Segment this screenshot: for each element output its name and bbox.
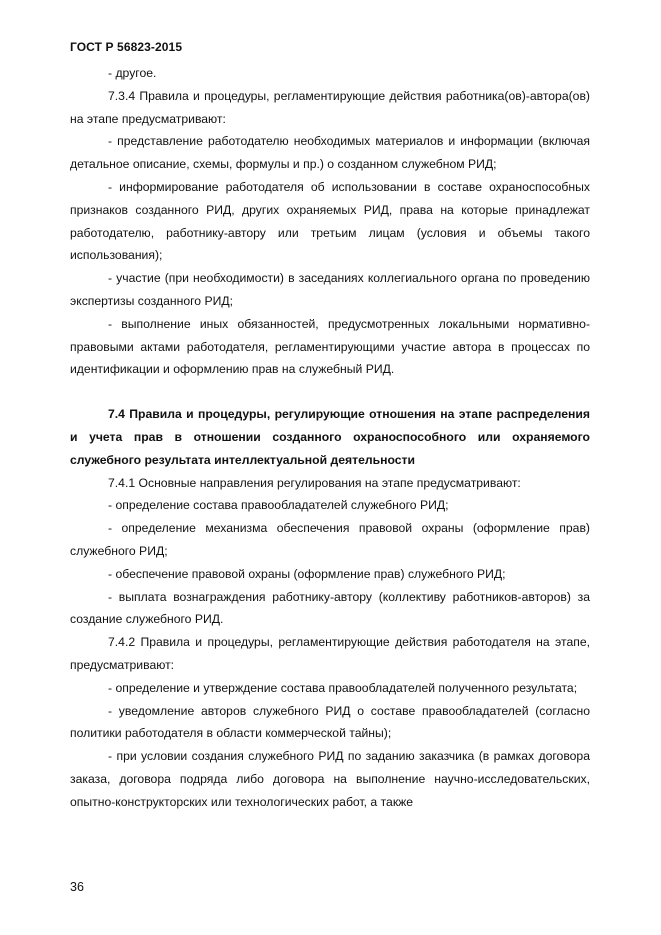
list-item: - определение и утверждение состава правообладателей полученного результата;: [108, 680, 578, 695]
paragraph-item-other: - другое.: [108, 66, 157, 80]
list-item: - обеспечение правовой охраны (оформление прав) служебного РИД;: [108, 566, 506, 581]
list-item: - выполнение иных обязанностей, предусмотренных локальными нормативно-правовыми актами работодателя, регламентирующими участие автора в процессах по идентификации и оформлению прав на служебный РИД.: [70, 316, 590, 377]
list-item: - представление работодателю необходимых материалов и информации (включая детальное описание, схемы, формулы и пр.) о созданном служебном РИД;: [70, 134, 590, 172]
list-item: - информирование работодателя об использовании в составе охраноспособных признаков созданного РИД, других охраняемых РИД, права на которые принадлежат работодателю, работнику-автору или третьим лицам (условия и объемы такого использования);: [70, 179, 590, 263]
paragraph-7-4-2: 7.4.2 Правила и процедуры, регламентирующие действия работодателя на этапе, предусматривают:: [70, 635, 590, 672]
section-spacer: [70, 381, 590, 403]
document-header: ГОСТ Р 56823-2015: [70, 40, 183, 54]
page-body: [70, 62, 590, 814]
list-item: - участие (при необходимости) в заседаниях коллегиального органа по проведению экспертизы созданного РИД;: [70, 271, 590, 308]
list-item: - при условии создания служебного РИД по заданию заказчика (в рамках договора заказа, договора подряда либо договора на выполнение научно-исследовательских, опытно-конструкторских или технологических работ, а также: [70, 749, 590, 809]
list-item: - выплата вознаграждения работнику-автору (коллективу работников-авторов) за создание служебного РИД.: [70, 589, 590, 627]
paragraph-7-4-1: 7.4.1 Основные направления регулирования на этапе предусматривают:: [108, 475, 521, 490]
paragraph-7-3-4: 7.3.4 Правила и процедуры, регламентирующие действия работника(ов)-автора(ов) на этапе предусматривают:: [70, 88, 590, 126]
page-number: 36: [70, 880, 84, 894]
list-item: - уведомление авторов служебного РИД о составе правообладателей (согласно политики работодателя в области коммерческой тайны);: [70, 703, 590, 741]
list-item: - определение состава правообладателей служебного РИД;: [108, 498, 449, 513]
list-item: - определение механизма обеспечения правовой охраны (оформление прав) служебного РИД;: [70, 521, 590, 558]
section-heading-7-4: 7.4 Правила и процедуры, регулирующие отношения на этапе распределения и учета прав в отношении созданного охраноспособного или охраняемого служебного результата интеллектуальной деятельности: [70, 407, 590, 467]
